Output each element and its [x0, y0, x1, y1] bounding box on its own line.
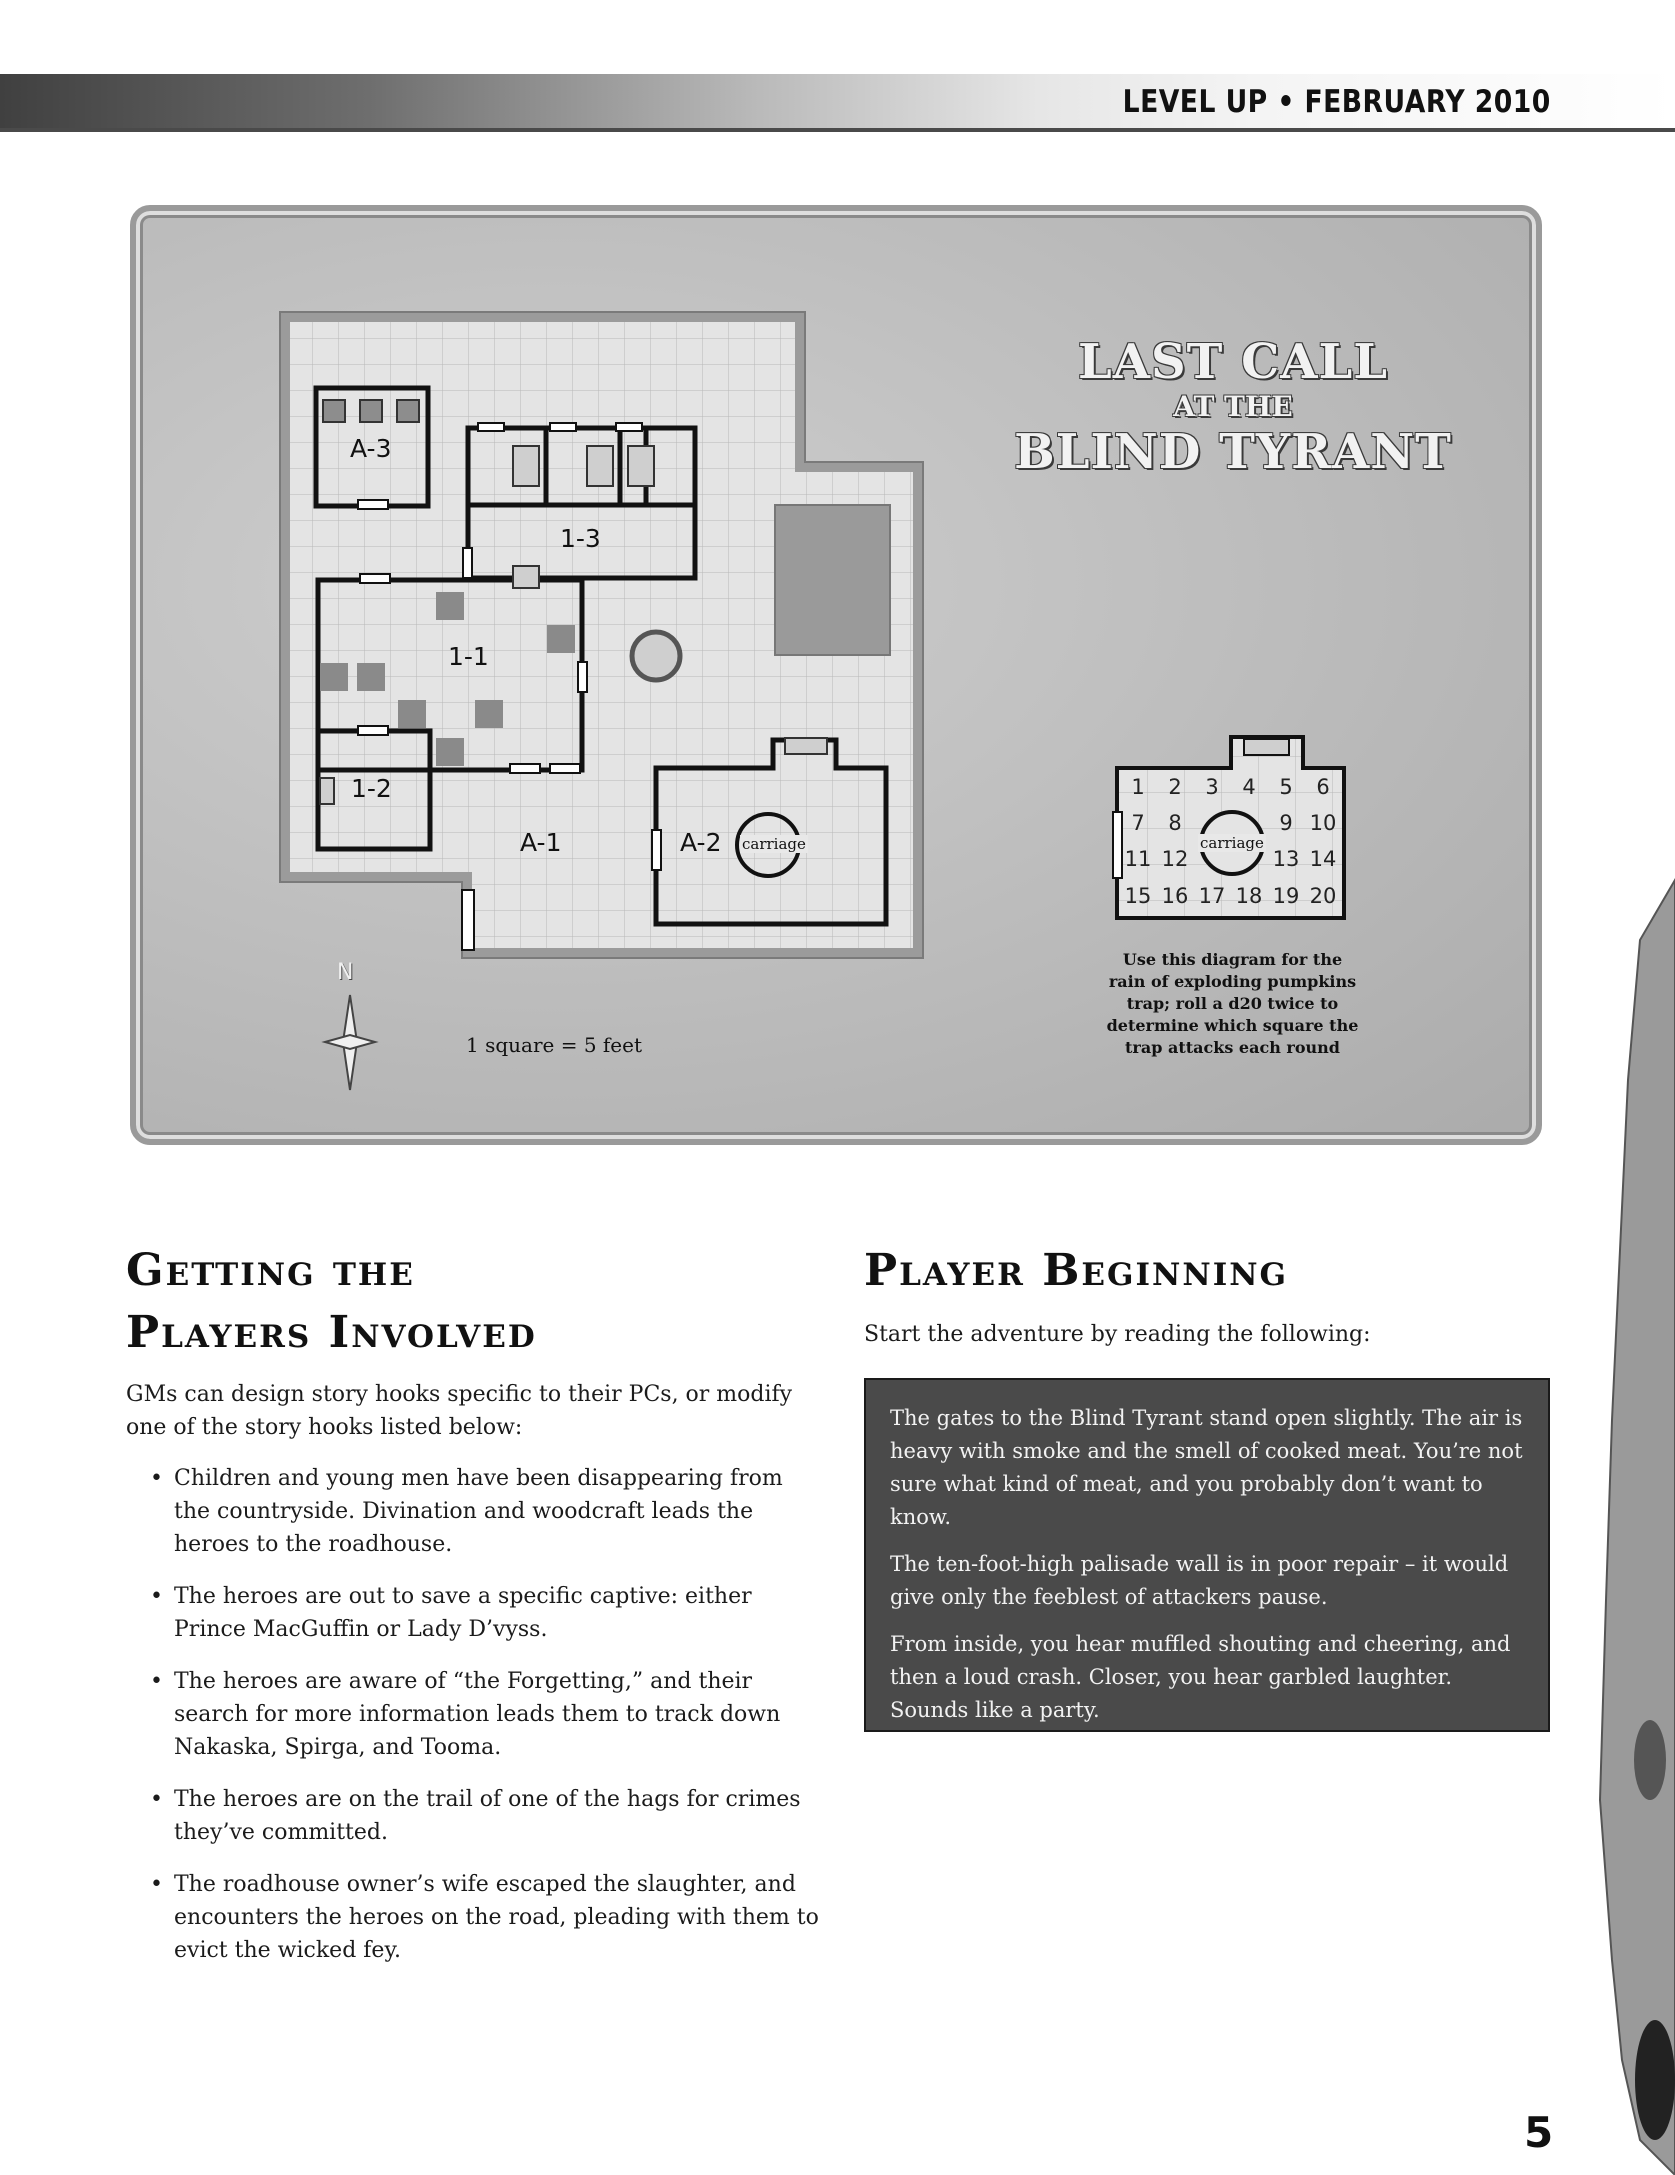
- diagram-cell-4: 4: [1242, 775, 1256, 799]
- well: [632, 632, 680, 680]
- diagram-note: Use this diagram for the rain of exploding pumpkins trap; roll a d20 twice to determine which square the trap attacks each round: [1106, 950, 1359, 1057]
- story-hooks-list: [150, 1462, 824, 1986]
- diagram-cell-7: 7: [1131, 811, 1145, 835]
- diagram-cell-6: 6: [1316, 775, 1330, 799]
- list-item: • The heroes are aware of “the Forgetting,” and their search for more information leads them to track down Nakaska, Spirga, and Tooma.: [174, 1665, 824, 1764]
- map-title-line3: BLIND TYRANT: [1014, 424, 1452, 480]
- read-aloud-paragraph: From inside, you hear muffled shouting and cheering, and then a loud crash. Closer, you hear garbled laughter. Sounds like a party.: [890, 1632, 1511, 1722]
- heading-line1: Getting the: [126, 1245, 415, 1296]
- room-label-a1: A-1: [520, 828, 562, 857]
- rubble: [775, 505, 890, 655]
- compass-north-label: N: [337, 960, 354, 985]
- diagram-cell-8: 8: [1168, 811, 1182, 835]
- player-beginning-intro: Start the adventure by reading the following:: [864, 1322, 1371, 1347]
- diagram-cell-15: 15: [1124, 884, 1152, 908]
- room-label-a2: A-2: [680, 828, 722, 857]
- room-label-1-2: 1-2: [351, 774, 392, 803]
- read-aloud-box: [864, 1378, 1550, 1732]
- map-title-line2: AT THE: [1173, 390, 1293, 423]
- list-item: • The heroes are on the trail of one of the hags for crimes they’ve committed.: [174, 1783, 824, 1849]
- diagram-cell-12: 12: [1161, 847, 1189, 871]
- diagram-cell-18: 18: [1235, 884, 1263, 908]
- diagram-cell-1: 1: [1131, 775, 1145, 799]
- read-aloud-paragraph: The gates to the Blind Tyrant stand open slightly. The air is heavy with smoke and the smell of cooked meat. You’re not sure what kind of meat, and you probably don’t want to know.: [890, 1406, 1523, 1529]
- diagram-cell-11: 11: [1124, 847, 1152, 871]
- diagram-carriage-label: carriage: [1200, 834, 1264, 852]
- heading-getting-players-involved: [126, 1240, 537, 1364]
- diagram-cell-16: 16: [1161, 884, 1189, 908]
- diagram-cell-2: 2: [1168, 775, 1182, 799]
- running-header: LEVEL UP • FEBRUARY 2010: [1122, 84, 1551, 120]
- compass-rose: [325, 995, 375, 1090]
- heading-line2: Players Involved: [126, 1307, 537, 1358]
- diagram-cell-20: 20: [1309, 884, 1337, 908]
- map-title-line1: LAST CALL: [1077, 334, 1389, 390]
- heading-player-beginning: Player Beginning: [864, 1245, 1289, 1296]
- map-scale-note: 1 square = 5 feet: [466, 1033, 643, 1057]
- diagram-cell-14: 14: [1309, 847, 1337, 871]
- diagram-cell-3: 3: [1205, 775, 1219, 799]
- side-decoration: [1600, 880, 1675, 2175]
- list-item: • Children and young men have been disappearing from the countryside. Divination and woodcraft leads the heroes to the roadhouse.: [174, 1462, 824, 1561]
- read-aloud-paragraph: The ten-foot-high palisade wall is in poor repair – it would give only the feeblest of attackers pause.: [890, 1552, 1509, 1609]
- diagram-cell-19: 19: [1272, 884, 1300, 908]
- diagram-cell-5: 5: [1279, 775, 1293, 799]
- diagram-gate: [1244, 739, 1289, 755]
- diagram-cell-13: 13: [1272, 847, 1300, 871]
- map-title: [1003, 334, 1463, 480]
- diagram-cell-9: 9: [1279, 811, 1293, 835]
- room-label-1-3: 1-3: [560, 524, 601, 553]
- hooks-intro: GMs can design story hooks specific to their PCs, or modify one of the story hooks listed below:: [126, 1382, 793, 1440]
- list-item: • The roadhouse owner’s wife escaped the slaughter, and encounters the heroes on the road, pleading with them to evict the wicked fey.: [174, 1868, 824, 1967]
- room-label-a3: A-3: [350, 434, 392, 463]
- diagram-cell-17: 17: [1198, 884, 1226, 908]
- room-label-1-1: 1-1: [448, 642, 489, 671]
- carriage-label: carriage: [742, 835, 806, 853]
- diagram-cell-10: 10: [1309, 811, 1337, 835]
- list-item: • The heroes are out to save a specific captive: either Prince MacGuffin or Lady D’vyss.: [174, 1580, 824, 1646]
- page-number: 5: [1524, 2108, 1554, 2157]
